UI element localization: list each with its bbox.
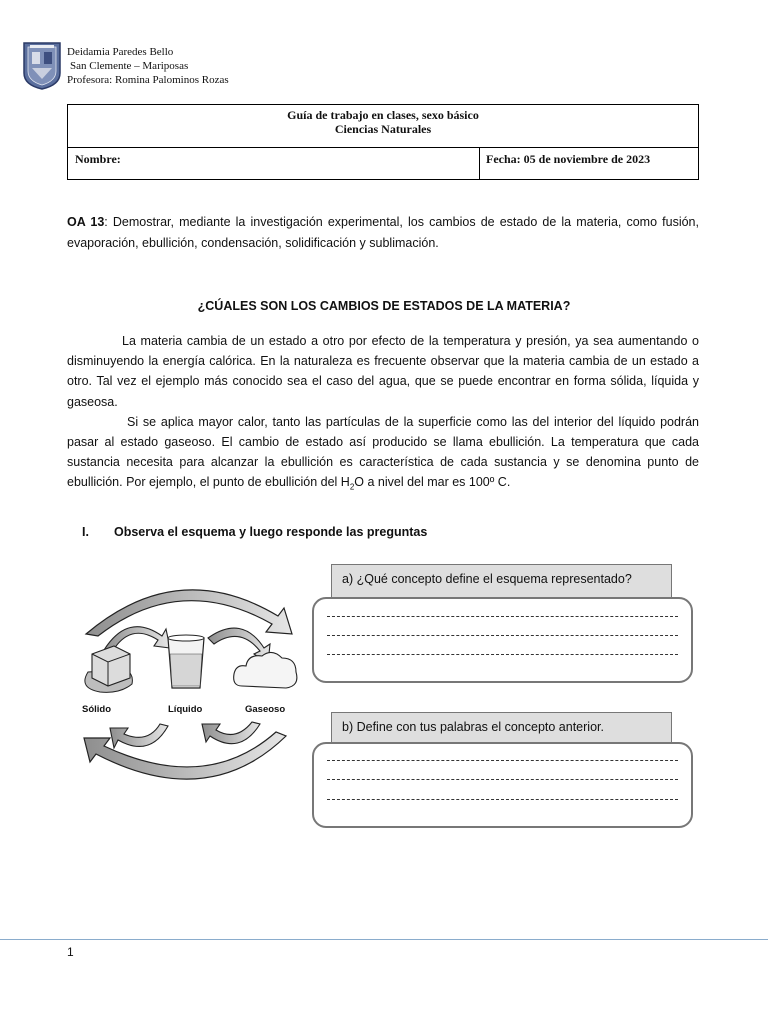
paragraph-2-text: Si se aplica mayor calor, tanto las partículas de la superficie como las del interior del líquido podrán pasar al estado gaseoso. El cambio de estado así producido se llama ebullición. La temperatura que cada sustancia necesita para alcanzar la ebullición es característica de cada sustancia y se denomina punto de ebullición. Por ejemplo, el punto de ebullición del H	[67, 414, 699, 490]
label-gas: Gaseoso	[245, 704, 286, 715]
footer-divider	[0, 939, 768, 940]
answer-line	[327, 616, 678, 617]
school-crest-logo	[22, 41, 62, 91]
answer-line	[327, 779, 678, 780]
ice-cube-icon	[85, 646, 133, 692]
top-large-arrow	[86, 590, 292, 636]
teacher-name-2: Profesora: Romina Palominos Rozas	[67, 74, 229, 86]
answer-line	[327, 799, 678, 800]
page-number: 1	[67, 945, 74, 959]
label-liquid: Líquido	[168, 704, 203, 715]
teacher-name-1: Deidamia Paredes Bello	[67, 46, 174, 58]
section-instruction: Observa el esquema y luego responde las preguntas	[114, 525, 428, 539]
states-of-matter-diagram	[68, 576, 300, 790]
arrow-gas-to-liquid	[202, 722, 260, 744]
answer-box-b[interactable]	[312, 742, 693, 828]
objective-code: OA 13	[67, 215, 105, 229]
name-cell[interactable]: Nombre:	[68, 148, 480, 179]
section-title	[82, 525, 427, 539]
label-solid: Sólido	[82, 704, 112, 715]
learning-objective	[67, 212, 699, 254]
title-table	[67, 104, 699, 180]
school-info	[67, 45, 229, 87]
answer-line	[327, 760, 678, 761]
body-text	[67, 331, 699, 498]
title-row	[68, 105, 698, 148]
subject-title: Ciencias Naturales	[334, 122, 432, 136]
cloud-icon	[234, 652, 297, 688]
paragraph-2-end: O a nivel del mar es 100º C.	[354, 475, 511, 490]
paragraph-1: La materia cambia de un estado a otro por efecto de la temperatura y presión, ya sea aumentando o disminuyendo la energía calórica. En la naturaleza es frecuente observar que la materia cambia de un estado a otro. Tal vez el ejemplo más conocido sea el caso del agua, que se puede encontrar en forma sólida, líquida y gaseosa.	[67, 334, 699, 409]
section-heading: ¿CÚALES SON LOS CAMBIOS DE ESTADOS DE LA MATERIA?	[197, 299, 571, 313]
worksheet-title: Guía de trabajo en clases, sexo básico	[287, 108, 479, 122]
section-number: I.	[82, 525, 89, 539]
objective-text: : Demostrar, mediante la investigación experimental, los cambios de estado de la materia, como fusión, evaporación, ebullición, condensación, solidificación y sublimación.	[67, 215, 699, 250]
paragraph-2	[67, 412, 699, 498]
diagram-illustration	[68, 576, 300, 790]
subscript-2: 2	[349, 482, 355, 492]
question-b-label: b) Define con tus palabras el concepto anterior.	[331, 712, 672, 746]
question-a-label: a) ¿Qué concepto define el esquema representado?	[331, 564, 672, 598]
answer-line	[327, 654, 678, 655]
water-glass-icon	[168, 635, 204, 688]
date-cell: Fecha: 05 de noviembre de 2023	[486, 152, 651, 166]
answer-box-a[interactable]	[312, 597, 693, 683]
arrow-liquid-to-solid	[110, 724, 168, 748]
answer-line	[327, 635, 678, 636]
school-location: San Clemente – Mariposas	[70, 60, 189, 72]
